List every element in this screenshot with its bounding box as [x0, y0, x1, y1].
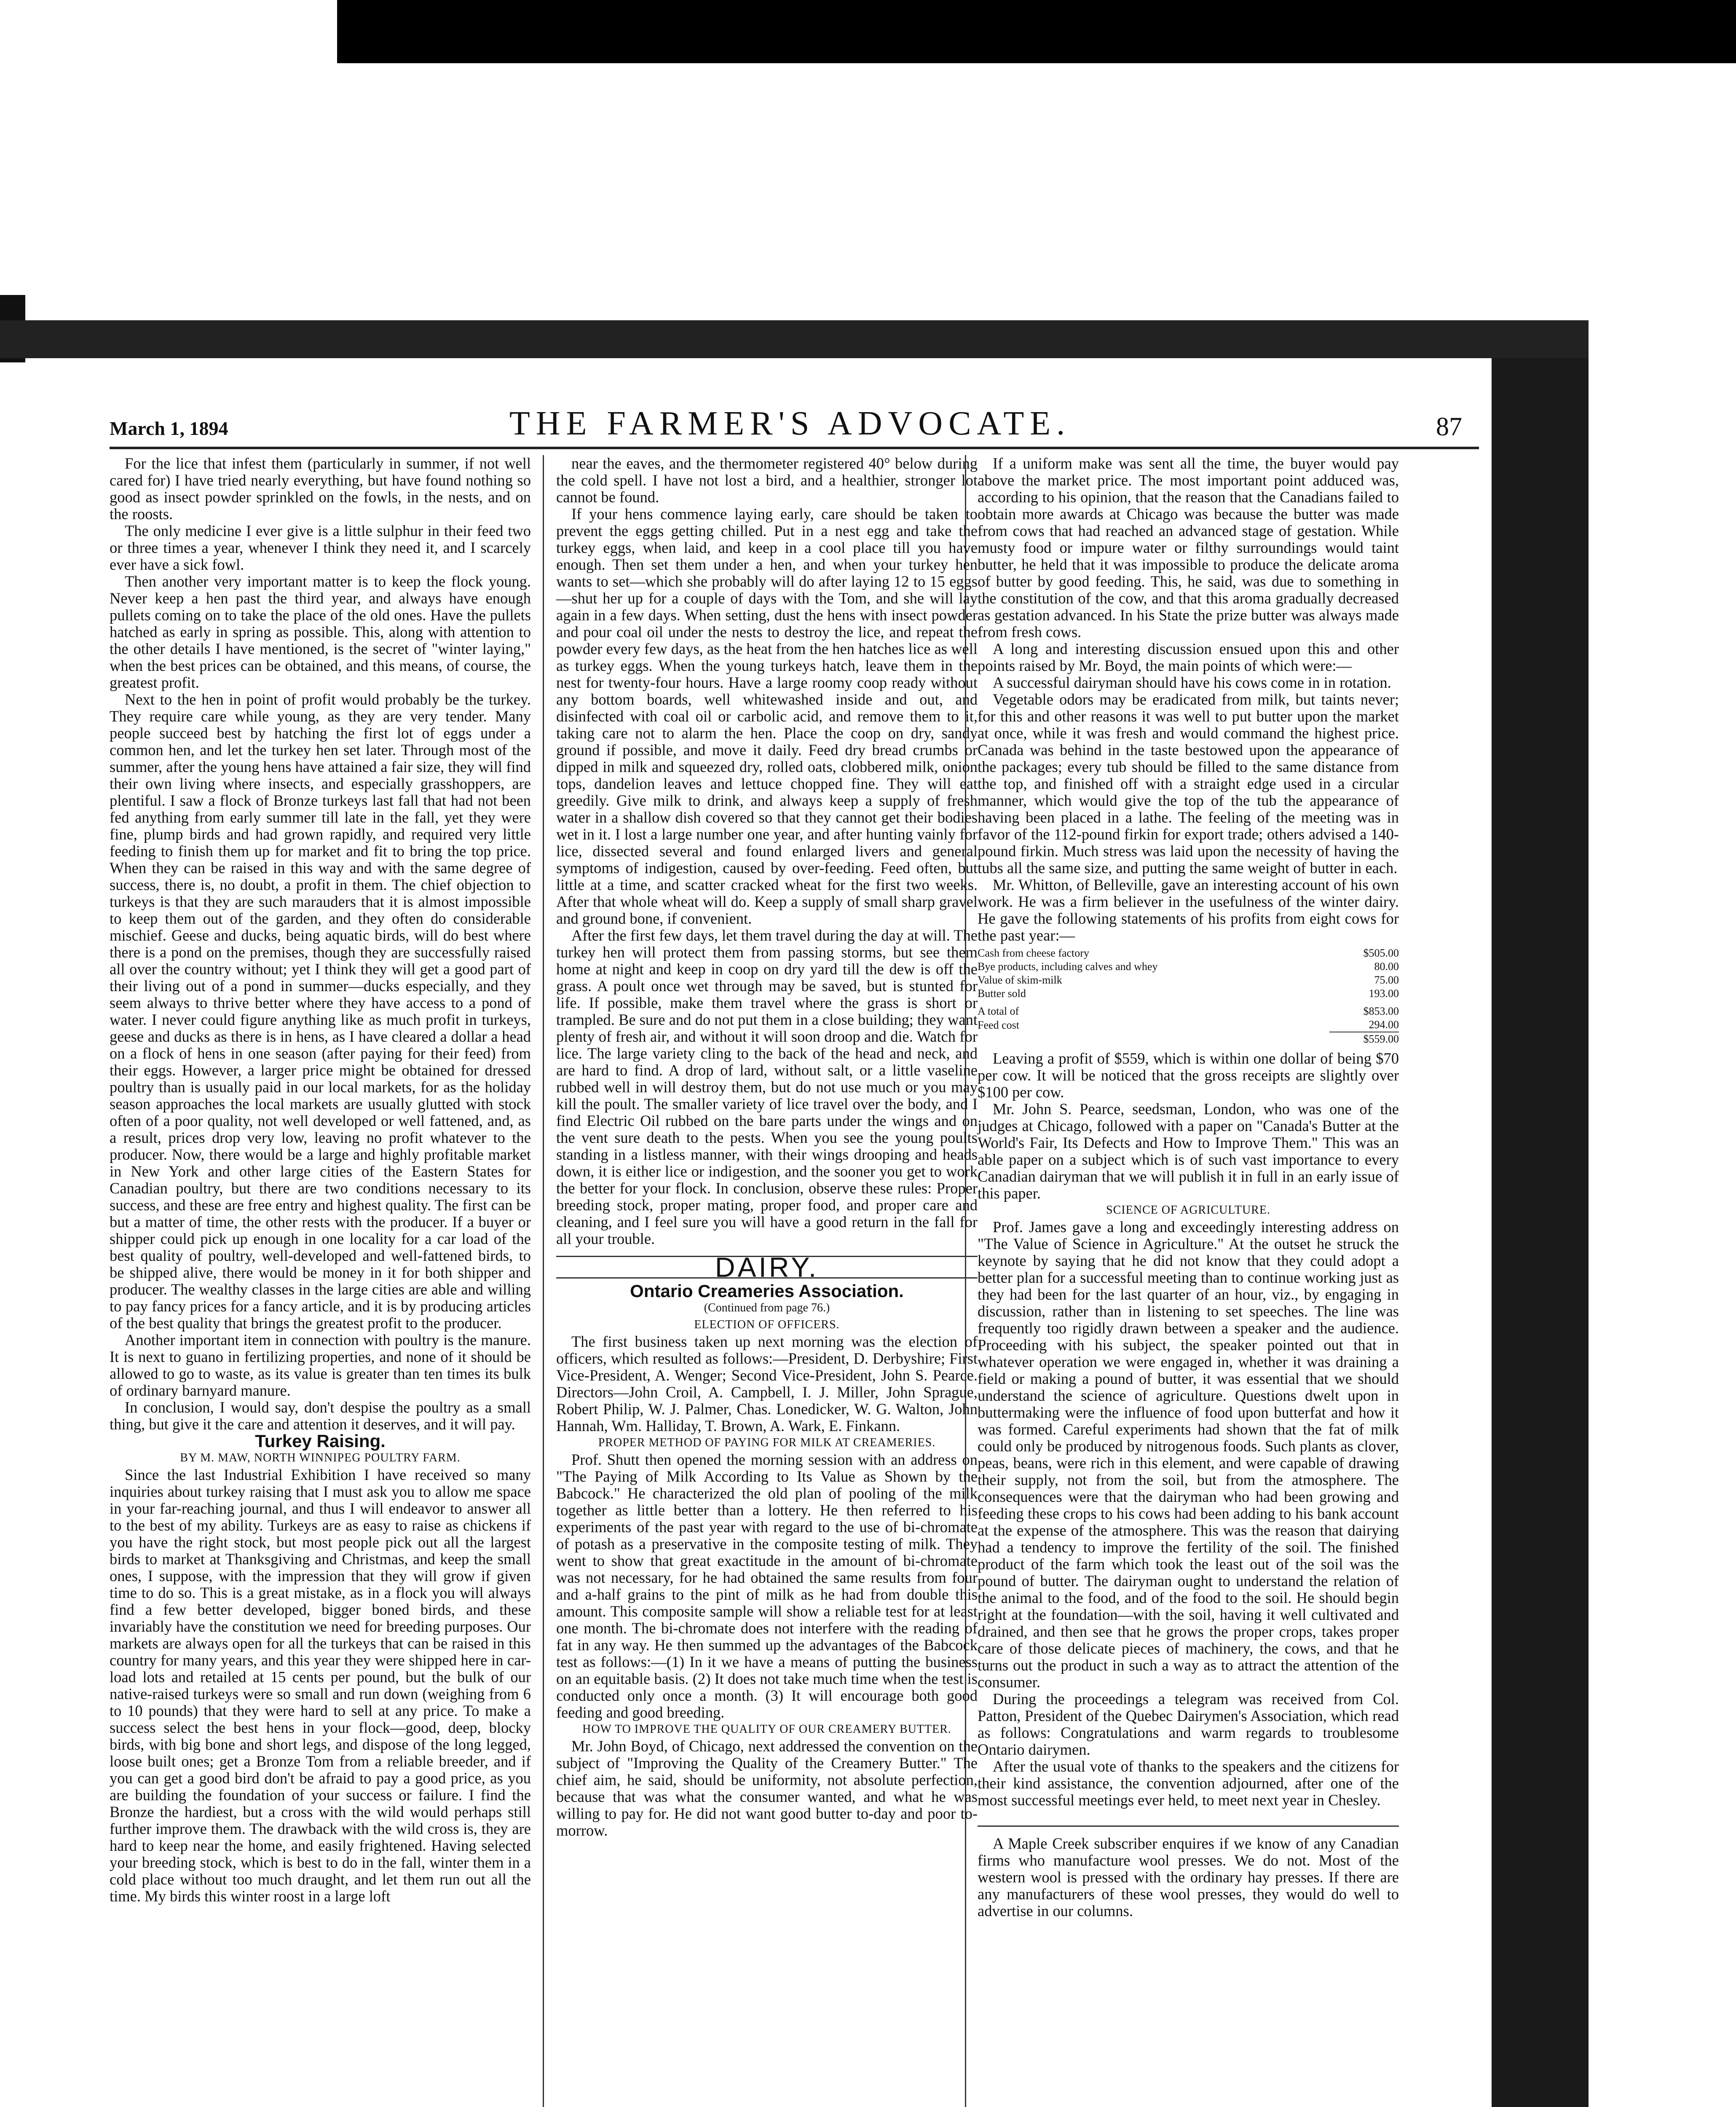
page-header	[110, 405, 1479, 451]
top-page-edge	[0, 320, 1589, 358]
continued-note: (Continued from page 76.)	[704, 1301, 830, 1314]
page-paper-top	[0, 0, 337, 63]
table-row	[978, 973, 1399, 987]
profit-value: 193.00	[1369, 987, 1399, 1000]
article-paragraph: The first business taken up next morning was the election of officers, which resulted as follows:—President, D. Derbyshire; First Vice-President, A. Wenger; Second Vice-President, John S. Pearce. Directors—John Croil, A. Campbell, I. J. Miller, John Sprague, Robert Philip, W. J. Palmer, Chas. Lonedicker, W. G. Walton, John Hannah, Wm. Halliday, T. Brown, A. Wark, E. Finkann.	[556, 1333, 978, 1434]
feed-label: Feed cost	[978, 1019, 1019, 1031]
maple-creek-notice	[978, 1826, 1399, 1919]
column-2	[556, 455, 978, 1839]
article-paragraph: If your hens commence laying early, care should be taken to prevent the eggs getting chilled. Put in a nest egg and take the turkey eggs, when laid, and keep in a cool place till you have enough. Then set them under a hen, and when your turkey hen wants to set—which she probably will do after laying 12 to 15 eggs—shut her up for a couple of days with the Tom, and she will lay again in a few days. When setting, dust the hens with insect powder and pour coal oil under the nests to destroy the lice, and repeat the powder every few days, as the heat from the hen hatches lice as well as turkey eggs. When the young turkeys hatch, leave them in the nest for twenty-four hours. Have a large roomy coop ready without any bottom boards, well whitewashed inside and out, and disinfected with coal oil or carbolic acid, and remove them to it, taking care not to alarm the hen. Place the coop on dry, sandy ground if possible, and move it daily. Feed dry bread crumbs or dipped in milk and squeezed dry, rolled oats, clobbered milk, onion tops, dandelion leaves and lettuce chopped fine. They will eat greedily. Give milk to drink, and always keep a supply of fresh water in a shallow dish covered so that they cannot get their bodies wet in it. I lost a large number one year, and after hunting vainly for lice, dissected several and found enlarged livers and general symptoms of indigestion, caused by over-feeding. Feed often, but little at a time, and scatter cracked wheat for the first two weeks. After that whole wheat will do. Keep a supply of small sharp gravel and ground bone, if convenient.	[556, 505, 978, 927]
article-paragraph: If a uniform make was sent all the time, the buyer would pay above the market price. The most important point adduced was, according to his opinion, that the reason that the Canadians failed to obtain more awards at Chicago was because the butter was made from cows that had reached an advanced stage of gestation. While musty food or impure water or filthy surroundings would taint butter, he held that it was impossible to produce the delicate aroma of butter by good feeding. This, he said, was due to something in the constitution of the cow, and that this aroma gradually decreased as gestation advanced. In his State the prize butter was always made from fresh cows.	[978, 455, 1399, 641]
article-paragraph: For the lice that infest them (particularly in summer, if not well cared for) I have tried nearly everything, but have found nothing so good as insect powder sprinkled on the fowls, in the nests, and on the roosts.	[110, 455, 531, 523]
article-paragraph: Mr. Whitton, of Belleville, gave an interesting account of his own work. He was a firm believer in the usefulness of the winter dairy. He gave the following statements of his profits from eight cows for the past year:—	[978, 876, 1399, 944]
article-paragraph: Vegetable odors may be eradicated from milk, but taints never; for this and other reasons it was well to put butter upon the market at once, while it was fresh and would command the highest price. Canada was behind in the taste bestowed upon the appearance of the packages; every tub should be filled to the same distance from the top, and finished off with a straight edge used in a circular manner, which would give the top of the tub the appearance of having been placed in a lathe. The feeling of the meeting was in favor of the 112-pound firkin for export trade; others advised a 140-pound firkin. Much stress was laid upon the necessity of having the tubs all the same size, and putting the same weight of butter in each.	[978, 691, 1399, 877]
column-divider-1	[543, 455, 544, 2107]
article-paragraph: After the first few days, let them travel during the day at will. The turkey hen will protect them from passing storms, but see them home at night and keep in coop on dry yard till the dew is off the grass. A poult once wet through may be saved, but is stunted for life. If possible, make them travel where the grass is short or trampled. Be sure and do not put them in a close building; they want plenty of fresh air, and without it will soon droop and die. Watch for lice. The large variety cling to the back of the head and neck, and are hard to find. A drop of lard, without salt, or a little vaseline rubbed well in will destroy them, but do not use much or you may kill the poult. The smaller variety of lice travel over the body, and I find Electric Oil rubbed on the bare parts under the wings and on the vent sure death to the pests. When you see the young poults standing in a listless manner, with their wings drooping and heads down, it is either lice or indigestion, and the sooner you get to work the better for your flock. In conclusion, observe these rules: Proper breeding stock, proper mating, proper food, and proper care and cleaning, and I feel sure you will have a good return in the fall for all your trouble.	[556, 927, 978, 1247]
improve-subhead: HOW TO IMPROVE THE QUALITY OF OUR CREAMERY BUTTER.	[582, 1723, 951, 1736]
article-paragraph: After the usual vote of thanks to the speakers and the citizens for their kind assistance, the convention adjourned, after one of the most successful meetings ever held, to meet next year in Chesley.	[978, 1758, 1399, 1809]
total-value: $853.00	[1363, 1005, 1399, 1017]
total-label: A total of	[978, 1005, 1019, 1017]
article-paragraph: Mr. John Boyd, of Chicago, next addressed the convention on the subject of "Improving the Quality of the Creamery Butter." The chief aim, he said, should be uniformity, not absolute perfection, because that was what the consumer wanted, and what he was willing to pay for. He did not want good butter to-day and poor to-morrow.	[556, 1737, 978, 1839]
turkey-raising-title: Turkey Raising.	[255, 1431, 386, 1451]
profit-value: 80.00	[1374, 960, 1399, 973]
ontario-creameries-title: Ontario Creameries Association.	[630, 1281, 904, 1301]
newspaper-page	[110, 405, 1479, 2107]
column-3	[978, 455, 1399, 1919]
election-subhead: ELECTION OF OFFICERS.	[694, 1318, 840, 1331]
article-paragraph: Prof. Shutt then opened the morning session with an address on "The Paying of Milk According to Its Value as Shown by the Babcock." He characterized the old plan of pooling of the milk together as little better than a lottery. He then referred to his experiments of the past year with regard to the use of bi-chromate of potash as a preservative in the composite testing of milk. They went to show that great exactitude in the amount of bi-chromate was not necessary, for he had obtained the same results from four and a-half grains to the pint of milk as he had from double this amount. This composite sample will show a reliable test for at least one month. The bi-chromate does not interfere with the reading of fat in any way. He then summed up the advantages of the Babcock test as follows:—(1) In it we have a means of putting the business on an equitable basis. (2) It does not take much time when the test is conducted only once a month. (3) It will encourage both good feeding and good breeding.	[556, 1451, 978, 1721]
article-paragraph: The only medicine I ever give is a little sulphur in their feed two or three times a year, whenever I think they need it, and I scarcely ever have a sick fowl.	[110, 522, 531, 573]
profit-label: Bye products, including calves and whey	[978, 960, 1158, 973]
article-paragraph: Prof. James gave a long and exceedingly interesting address on "The Value of Science in Agriculture." At the outset he struck the keynote by saying that he did not know that they could adopt a better plan for a successful meeting than to continue working just as they had been for the last quarter of an hour, viz., by engaging in discussion, rather than in listening to set speeches. The line was frequently too rigidly drawn between a speaker and the audience. Proceeding with his subject, the speaker pointed out that in whatever operation we were engaged in, whether it was draining a field or making a pound of butter, it was essential that we should understand the science of agriculture. Questions dwelt upon in buttermaking were the influence of food upon butterfat and how it was formed. Careful experiments had shown that the fat of milk could only be produced by nitrogenous foods. Such plants as clover, peas, beans, were rich in this element, and were capable of drawing their supply, not from the soil, but from the atmosphere. The consequences were that the dairyman who had been growing and feeding these crops to his cows had been adding to his bank account at the expense of the atmosphere. This was the reason that dairying had a tendency to improve the fertility of the soil. The finished product of the farm which took the least out of the soil was the pound of butter. The dairyman ought to understand the relation of the animal to the food, and of the food to the soil. He should begin right at the foundation—with the soil, having it well cultivated and drained, and then see that he grows the proper crops, takes proper care of those delicate pieces of machinery, the cows, and that he turns out the product in such a way as to attract the attention of the consumer.	[978, 1218, 1399, 1691]
profit-label: Value of skim-milk	[978, 974, 1062, 986]
page-number: 87	[1436, 413, 1462, 441]
table-row	[978, 946, 1399, 960]
profit-value: $505.00	[1363, 947, 1399, 959]
article-paragraph: Since the last Industrial Exhibition I have received so many inquiries about turkey raising that I must ask you to allow me space in your far-reaching journal, and thus I will endeavor to answer all to the best of my ability. Turkeys are as easy to raise as chickens if you have the right stock, but most people pick out all the largest birds to market at Thanksgiving and Christmas, and keep the small ones, I suppose, with the impression that they will grow if given time to do so. This is a great mistake, as in a flock you will always find a few better developed, bigger boned birds, and these invariably have the constitution we need for breeding purposes. Our markets are always open for all the turkeys that can be raised in this country for many years, and this year they were shipped here in car-load lots and retailed at 15 cents per pound, but the bulk of our native-raised turkeys were so small and run down (weighing from 6 to 10 pounds) that they were hard to sell at any price. To make a success select the best hens in your flock—good, deep, blocky birds, with big bone and short legs, and dispose of the long legged, loose built ones; get a Bronze Tom from a reliable breeder, and if you can get a good bird don't be afraid to pay a good price, as you are building the foundation of your success or failure. I find the Bronze the hardiest, but a cross with the wild would perhaps still further improve them. The drawback with the wild cross is, they are hard to keep near the home, and easily frightened. Having selected your breeding stock, which is best to do in the fall, winter them in a cold place without too much draught, and let them run out all the time. My birds this winter roost in a large loft	[110, 1466, 531, 1905]
article-paragraph: In conclusion, I would say, don't despise the poultry as a small thing, but give it the care and attention it deserves, and it will pay.	[110, 1399, 531, 1433]
table-row	[978, 1000, 1399, 1018]
masthead-title: THE FARMER'S ADVOCATE.	[509, 405, 1071, 442]
article-paragraph: During the proceedings a telegram was received from Col. Patton, President of the Quebec Dairymen's Association, which read as follows: Congratulations and warm regards to troublesome Ontario dairymen.	[978, 1690, 1399, 1758]
net-profit-value: $559.00	[1329, 1032, 1399, 1046]
feed-value: 294.00	[1369, 1019, 1399, 1031]
profits-table	[978, 946, 1399, 1046]
article-paragraph: Next to the hen in point of profit would probably be the turkey. They require care while young, as they are very tender. Many people succeed best by hatching the first lot of eggs under a common hen, and let the turkey hen set later. Through most of the summer, after the young hens have attained a fair size, they will find their own living where insects, and especially grasshoppers, are plentiful. I saw a flock of Bronze turkeys last fall that had not been fed anything from early summer till late in the fall, yet they were fine, plump birds and had grown rapidly, and required very little feeding to finish them up for market and fit to bring the top price. When they can be raised in this way and with the same degree of success, there is, no doubt, a profit in them. The chief objection to turkeys is that they are such marauders that it is almost impossible to keep them out of the garden, and they often do considerable mischief. Geese and ducks, being aquatic birds, will do best where there is a pond on the premises, though they are successfully raised all over the country without; yet I think they will get a good part of their living out of a pond in summer—ducks especially, and they seem always to thrive better where they have access to a pond of water. I never could figure anything like as much profit in turkeys, geese and ducks as there is in hens, as I have cleared a dollar a head on a flock of hens in one season (after paying for their feed) from their eggs. However, a larger price might be obtained for dressed poultry than is usually paid in our local markets, for as the holiday season approaches the local markets are usually glutted with stock often of a poor quality, not well developed or well fattened, and, as a result, prices drop very low, leaving no profit whatever to the producer. Now, there would be a large and highly profitable market in New York and other large cities of the Eastern States for Canadian poultry, but there are two conditions necessary to its success, and these are free entry and highest quality. The first can be but a matter of time, the other rests with the producer. If a buyer or shipper could pick up enough in one locality for a car load of the best quality of poultry, well-developed and well-fattened birds, to be shipped alive, there would be money in it for both shipper and producer. The wealthy classes in the large cities are able and willing to pay fancy prices for a fancy article, and it is by producing articles of the best quality that brings the greatest profit to the producer.	[110, 691, 531, 1332]
article-paragraph: Mr. John S. Pearce, seedsman, London, who was one of the judges at Chicago, followed with a paper on "Canada's Butter at the World's Fair, Its Defects and How to Improve Them." This was an able paper on a subject which is of such vast importance to every Canadian dairyman that we will publish it in full in an early issue of this paper.	[978, 1100, 1399, 1202]
profit-label: Butter sold	[978, 987, 1026, 1000]
table-row	[978, 987, 1399, 1000]
notice-text: A Maple Creek subscriber enquires if we know of any Canadian firms who manufacture wool presses. We do not. Most of the western wool is pressed with the ordinary hay presses. If there are any manufacturers of these wool presses, they would do well to advertise in our columns.	[978, 1835, 1399, 1919]
table-row	[978, 1032, 1399, 1046]
article-paragraph: A successful dairyman should have his cows come in in rotation.	[993, 674, 1391, 691]
article-paragraph: Leaving a profit of $559, which is within one dollar of being $70 per cow. It will be noticed that the gross receipts are slightly over $100 per cow.	[978, 1050, 1399, 1101]
profit-label: Cash from cheese factory	[978, 947, 1089, 959]
article-paragraph: Another important item in connection with poultry is the manure. It is next to guano in fertilizing properties, and none of it should be allowed to go to waste, as its value is greater than ten times its bulk of ordinary barnyard manure.	[110, 1331, 531, 1399]
right-page-edge	[1492, 320, 1589, 2107]
turkey-raising-byline: BY M. MAW, NORTH WINNIPEG POULTRY FARM.	[180, 1451, 461, 1464]
profit-value: 75.00	[1374, 974, 1399, 986]
article-paragraph: Then another very important matter is to keep the flock young. Never keep a hen past the third year, and always have enough pullets coming on to take the place of the old ones. Have the pullets hatched as early in spring as possible. This, along with attention to the other details I have mentioned, is the secret of "winter laying," when the best prices can be obtained, and this means, of course, the greatest profit.	[110, 573, 531, 691]
article-paragraph: A long and interesting discussion ensued upon this and other points raised by Mr. Boyd, the main points of which were:—	[978, 640, 1399, 674]
issue-date: March 1, 1894	[110, 418, 228, 439]
column-1	[110, 455, 531, 1905]
table-row	[978, 960, 1399, 973]
dairy-section-heading: DAIRY.	[556, 1256, 978, 1279]
science-subhead: SCIENCE OF AGRICULTURE.	[1106, 1204, 1270, 1217]
table-row	[978, 1018, 1399, 1032]
header-rule	[110, 447, 1479, 449]
article-paragraph: near the eaves, and the thermometer registered 40° below during the cold spell. I have not lost a bird, and a healthier, stronger lot cannot be found.	[556, 455, 978, 506]
paying-subhead: PROPER METHOD OF PAYING FOR MILK AT CREAMERIES.	[598, 1436, 936, 1449]
